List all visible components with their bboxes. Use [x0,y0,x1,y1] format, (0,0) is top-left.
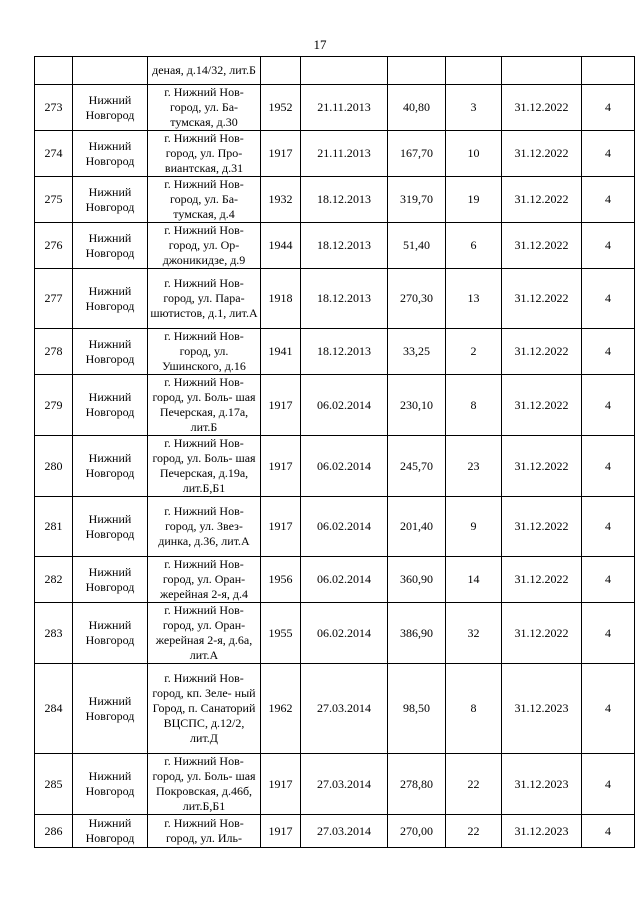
cell-address: г. Нижний Нов- город, ул. Ба- тумская, д.30 [148,85,261,131]
cell-date: 27.03.2014 [301,815,388,848]
cell-city: Нижний Новгород [73,815,148,848]
cell-address: г. Нижний Нов- город, кп. Зеле- ный Город, п. Санаторий ВЦСПС, д.12/2, лит.Д [148,664,261,754]
cell-stage: 4 [582,497,635,557]
cell-year: 1952 [261,85,301,131]
table-row [35,557,635,603]
cell-city: Нижний Новгород [73,557,148,603]
cell-city: Нижний Новгород [73,131,148,177]
cell-address: г. Нижний Нов- город, ул. Про- виантская, д.31 [148,131,261,177]
cell-city: Нижний Новгород [73,223,148,269]
cell-no: 280 [35,436,73,497]
table-row [35,436,635,497]
cell-count [446,57,502,85]
cell-deadline: 31.12.2022 [502,603,582,664]
cell-address: деная, д.14/32, лит.Б [148,57,261,85]
cell-address: г. Нижний Нов- город, ул. Ор- джоникидзе, д.9 [148,223,261,269]
table-row [35,497,635,557]
cell-year: 1962 [261,664,301,754]
cell-no: 285 [35,754,73,815]
cell-address: г. Нижний Нов- город, ул. Ушинского, д.16 [148,329,261,375]
cell-stage: 4 [582,85,635,131]
cell-address: г. Нижний Нов- город, ул. Пара- шютистов, д.1, лит.А [148,269,261,329]
cell-date: 18.12.2013 [301,329,388,375]
cell-no: 274 [35,131,73,177]
cell-address: г. Нижний Нов- город, ул. Звез- динка, д.36, лит.А [148,497,261,557]
cell-city: Нижний Новгород [73,497,148,557]
cell-no: 277 [35,269,73,329]
cell-city: Нижний Новгород [73,329,148,375]
table-row [35,603,635,664]
cell-count: 8 [446,375,502,436]
cell-no: 284 [35,664,73,754]
cell-deadline [502,57,582,85]
cell-date: 06.02.2014 [301,436,388,497]
cell-deadline: 31.12.2023 [502,815,582,848]
cell-date: 21.11.2013 [301,131,388,177]
cell-city: Нижний Новгород [73,269,148,329]
cell-deadline: 31.12.2022 [502,436,582,497]
continuation-row [35,57,635,85]
cell-stage: 4 [582,754,635,815]
cell-stage: 4 [582,664,635,754]
cell-no: 283 [35,603,73,664]
cell-area: 278,80 [388,754,446,815]
table-row [35,664,635,754]
cell-year: 1918 [261,269,301,329]
cell-year: 1956 [261,557,301,603]
cell-area: 270,00 [388,815,446,848]
housing-register-table [34,56,635,848]
cell-deadline: 31.12.2022 [502,269,582,329]
cell-count: 14 [446,557,502,603]
cell-area: 245,70 [388,436,446,497]
table-row [35,85,635,131]
cell-address: г. Нижний Нов- город, ул. Оран- жерейная 2-я, д.6а, лит.А [148,603,261,664]
cell-year: 1917 [261,375,301,436]
cell-area: 201,40 [388,497,446,557]
cell-city [73,57,148,85]
cell-stage: 4 [582,329,635,375]
table-row [35,329,635,375]
cell-area: 98,50 [388,664,446,754]
cell-area: 230,10 [388,375,446,436]
cell-address: г. Нижний Нов- город, ул. Ба- тумская, д.4 [148,177,261,223]
cell-deadline: 31.12.2022 [502,375,582,436]
cell-area: 167,70 [388,131,446,177]
cell-count: 6 [446,223,502,269]
cell-year: 1955 [261,603,301,664]
cell-city: Нижний Новгород [73,436,148,497]
cell-date: 27.03.2014 [301,754,388,815]
cell-count: 10 [446,131,502,177]
cell-no: 286 [35,815,73,848]
table-row [35,754,635,815]
cell-stage: 4 [582,436,635,497]
table-row [35,375,635,436]
cell-stage: 4 [582,269,635,329]
cell-year: 1917 [261,754,301,815]
cell-date: 21.11.2013 [301,85,388,131]
cell-date: 18.12.2013 [301,269,388,329]
cell-count: 22 [446,815,502,848]
cell-count: 19 [446,177,502,223]
cell-address: г. Нижний Нов- город, ул. Иль- [148,815,261,848]
cell-city: Нижний Новгород [73,754,148,815]
cell-deadline: 31.12.2022 [502,497,582,557]
cell-stage: 4 [582,375,635,436]
cell-year [261,57,301,85]
cell-city: Нижний Новгород [73,664,148,754]
cell-count: 8 [446,664,502,754]
cell-area [388,57,446,85]
cell-date [301,57,388,85]
cell-area: 319,70 [388,177,446,223]
cell-count: 2 [446,329,502,375]
cell-date: 18.12.2013 [301,223,388,269]
cell-no: 279 [35,375,73,436]
cell-count: 9 [446,497,502,557]
cell-date: 06.02.2014 [301,375,388,436]
cell-year: 1917 [261,436,301,497]
cell-area: 51,40 [388,223,446,269]
cell-stage: 4 [582,223,635,269]
cell-stage: 4 [582,131,635,177]
cell-deadline: 31.12.2023 [502,664,582,754]
cell-count: 32 [446,603,502,664]
cell-deadline: 31.12.2022 [502,223,582,269]
cell-count: 13 [446,269,502,329]
cell-date: 06.02.2014 [301,603,388,664]
cell-area: 386,90 [388,603,446,664]
cell-stage: 4 [582,815,635,848]
cell-deadline: 31.12.2022 [502,557,582,603]
cell-count: 23 [446,436,502,497]
cell-city: Нижний Новгород [73,375,148,436]
cell-address: г. Нижний Нов- город, ул. Боль- шая Покровская, д.46б, лит.Б,Б1 [148,754,261,815]
table-row [35,815,635,848]
cell-year: 1944 [261,223,301,269]
cell-date: 18.12.2013 [301,177,388,223]
cell-no [35,57,73,85]
cell-year: 1941 [261,329,301,375]
cell-city: Нижний Новгород [73,177,148,223]
cell-date: 06.02.2014 [301,557,388,603]
table-row [35,269,635,329]
cell-year: 1917 [261,497,301,557]
cell-deadline: 31.12.2023 [502,754,582,815]
cell-deadline: 31.12.2022 [502,177,582,223]
cell-count: 22 [446,754,502,815]
cell-date: 06.02.2014 [301,497,388,557]
cell-area: 33,25 [388,329,446,375]
cell-stage: 4 [582,177,635,223]
cell-stage: 4 [582,603,635,664]
cell-year: 1917 [261,815,301,848]
table-row [35,177,635,223]
cell-city: Нижний Новгород [73,603,148,664]
cell-stage [582,57,635,85]
cell-stage: 4 [582,557,635,603]
cell-no: 278 [35,329,73,375]
cell-area: 360,90 [388,557,446,603]
cell-address: г. Нижний Нов- город, ул. Боль- шая Печерская, д.19а, лит.Б,Б1 [148,436,261,497]
table-row [35,131,635,177]
cell-count: 3 [446,85,502,131]
cell-no: 281 [35,497,73,557]
cell-area: 40,80 [388,85,446,131]
table-row [35,223,635,269]
cell-address: г. Нижний Нов- город, ул. Боль- шая Печерская, д.17а, лит.Б [148,375,261,436]
cell-deadline: 31.12.2022 [502,329,582,375]
cell-deadline: 31.12.2022 [502,85,582,131]
page-number: 17 [313,37,327,52]
cell-no: 276 [35,223,73,269]
cell-address: г. Нижний Нов- город, ул. Оран- жерейная 2-я, д.4 [148,557,261,603]
cell-city: Нижний Новгород [73,85,148,131]
cell-deadline: 31.12.2022 [502,131,582,177]
cell-year: 1932 [261,177,301,223]
cell-no: 282 [35,557,73,603]
cell-no: 275 [35,177,73,223]
cell-year: 1917 [261,131,301,177]
cell-date: 27.03.2014 [301,664,388,754]
cell-area: 270,30 [388,269,446,329]
cell-no: 273 [35,85,73,131]
